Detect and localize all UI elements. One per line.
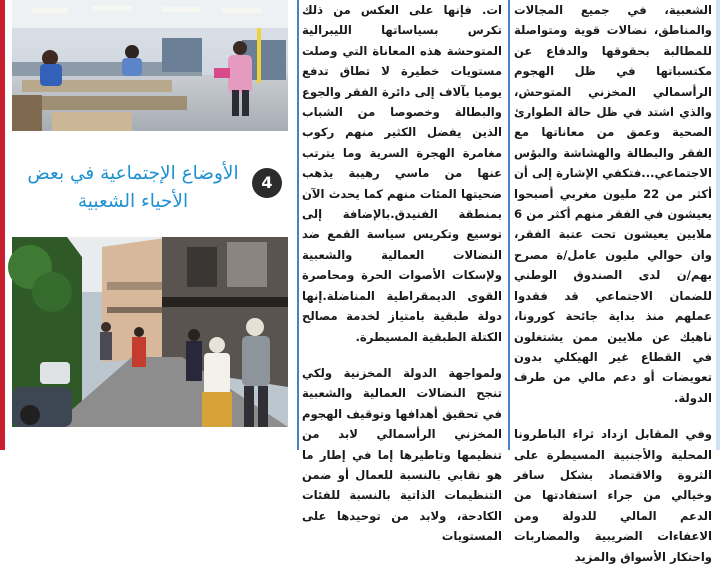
right-paragraph-1: الشعبية، في جميع المجالات والمناطق، نضالات قوية ومتواصلة للمطالبة بحقوقها والدفاع عن مكتسباتها في ظل الهجوم الرأسمالي المخزني المتوحش، والذي اشتد في ظل حالة الطوارئ الصحية وعمق من معاناتها مع الفقر والبطالة والهشاشة والبؤس الاجتماعي...فتكفي الإشارة إلى أن أكثر من 22 مليون مغربي أصبحوا يعيشون في الفقر منهم أكثر من 6 ملايين يعيشون تحت عتبة الفقر، وان حوالي مليون عامل/ة مصرح بهم/ن لدى الصندوق الوطني للضمان الاجتماعي قد فقدوا عملهم منذ بداية جائحة كورونا، ناهيك عن ملايين ممن يشتغلون في القطاع غير الهيكلي بدون تعويضات أو دعم مالي من طرف الدولة.	[514, 3, 712, 405]
headline-box	[12, 158, 288, 228]
factory-workers-photo	[12, 0, 288, 131]
middle-paragraph-2: ولمواجهة الدولة المخزنية ولكي تنجح النضالات العمالية والشعبية في تحقيق أهدافها وتوقيف الهجوم المخزني الرأسمالي لابد من تنظيمها وتاطيرها إما في إطار ما هو نقابي بالنسبة للعمال أو ضمن التنظيمات الذاتية بالنسبة للفئات الكادحة، ولابد من توحيدها على المستويات	[302, 365, 502, 544]
middle-paragraph-1: ات. فإنها على العكس من ذلك تكرس بسياساتها الليبرالية المتوحشة هذه المعاناة التي وصلت مستويات خطيرة لا تطاق تدفع يوميا بآلاف إلى دائرة الفقر والجوع والبطالة وخصوصا من الشباب الذين يفضل الكثير منهم ركوب مغامرة الهجرة السرية وما يترتب عنها من ماسي رهيبة يذهب ضحيتها المئات منهم كما يحدث الآن بمنطقة الفنيدق.بالإضافة إلى توسيع وتكريس سياسة القمع ضد النضالات العمالية والشعبية ولإسكات الأصوات الحرة ومحاصرة القوى الديمقراطية المناضلة.إنها دولة طبقية بامتياز لخدمة مصالح الكتلة الطبقية المسيطرة.	[302, 3, 502, 344]
right-edge-strip	[716, 0, 720, 450]
column-divider-right	[508, 0, 510, 450]
section-number-badge: 4	[252, 168, 282, 198]
left-accent-bar	[0, 0, 5, 450]
street-scene-photo	[12, 237, 288, 427]
right-text-column	[514, 0, 712, 564]
column-divider-left	[297, 0, 299, 450]
right-paragraph-2: وفي المقابل ازداد ثراء الباطرونا المحلية والأجنبية المسيطرة على الثروة والاقتصاد بشكل سافر وخيالي من جراء استفادتها من الدعم المالي للدولة ومن الاعفاءات الضريبية والمضاربات واحتكار الأسواق والمزيد	[514, 427, 712, 564]
section-headline: الأوضاع الإجتماعية في بعض الأحياء الشعبية	[27, 163, 239, 212]
middle-text-column	[302, 0, 502, 544]
